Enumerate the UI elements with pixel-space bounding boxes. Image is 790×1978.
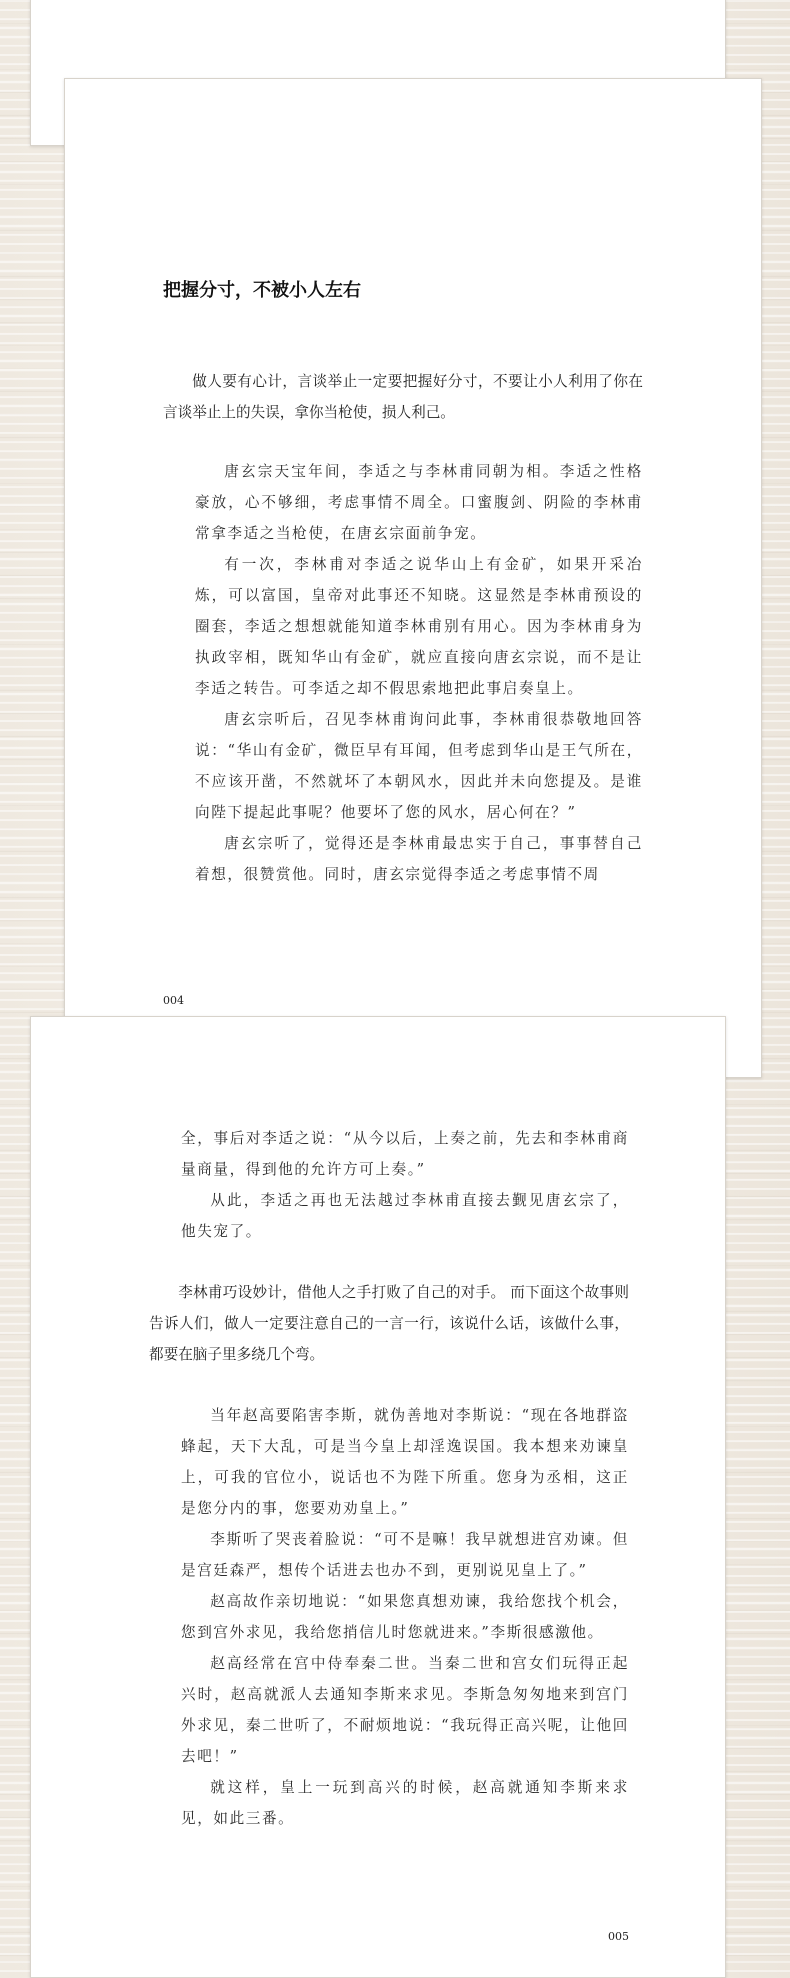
story-continuation [181,1123,629,1247]
story-paragraph: 李斯听了哭丧着脸说：“可不是嘛！我早就想进宫劝谏。但是宫廷森严，想传个话进去也办不到，更别说见皇上了。” [181,1531,629,1579]
story-paragraph: 唐玄宗天宝年间，李适之与李林甫同朝为相。李适之性格豪放，心不够细，考虑事情不周全。口蜜腹剑、阴险的李林甫常拿李适之当枪使，在唐玄宗面前争宠。 [195,463,643,542]
story-paragraph: 当年赵高要陷害李斯，就伪善地对李斯说：“现在各地群盗蜂起，天下大乱，可是当今皇上却淫逸误国。我本想来劝谏皇上，可我的官位小，说话也不为陛下所重。您身为丞相，这正是您分内的事，您要劝劝皇上。” [181,1407,629,1517]
section-title: 把握分寸，不被小人左右 [163,280,361,301]
story-block [195,456,643,890]
story-paragraph: 就这样，皇上一玩到高兴的时候，赵高就通知李斯来求见，如此三番。 [181,1779,629,1827]
story-paragraph: 全，事后对李适之说：“从今以后，上奏之前，先去和李林甫商量商量，得到他的允许方可上奏。” [181,1130,629,1178]
story-paragraph: 有一次，李林甫对李适之说华山上有金矿，如果开采冶炼，可以富国，皇帝对此事还不知晓。这显然是李林甫预设的圈套，李适之想想就能知道李林甫别有用心。因为李林甫身为执政宰相，既知华山有金矿，就应直接向唐玄宗说，而不是让李适之转告。可李适之却不假思索地把此事启奏皇上。 [195,556,643,697]
intro-paragraph: 李林甫巧设妙计，借他人之手打败了自己的对手。 而下面这个故事则告诉人们，做人一定要注意自己的一言一行，该说什么话，该做什么事，都要在脑子里多绕几个弯。 [149,1284,629,1363]
story-paragraph: 从此，李适之再也无法越过李林甫直接去觐见唐玄宗了，他失宠了。 [181,1192,629,1240]
story-block [181,1400,629,1834]
story-paragraph: 唐玄宗听后，召见李林甫询问此事，李林甫很恭敬地回答说：“华山有金矿，微臣早有耳闻，但考虑到华山是王气所在，不应该开凿，不然就坏了本朝风水，因此并未向您提及。是谁向陛下提起此事呢？他要坏了您的风水，居心何在？” [195,711,643,821]
page-number: 005 [608,1930,629,1943]
story-paragraph: 唐玄宗听了，觉得还是李林甫最忠实于自己，事事替自己着想，很赞赏他。同时，唐玄宗觉得李适之考虑事情不周 [195,835,643,883]
story-paragraph: 赵高故作亲切地说：“如果您真想劝谏，我给您找个机会，您到宫外求见，我给您捎信儿时您就进来。”李斯很感激他。 [181,1593,629,1641]
story-paragraph: 赵高经常在宫中侍奉秦二世。当秦二世和宫女们玩得正起兴时，赵高就派人去通知李斯来求见。李斯急匆匆地来到宫门外求见，秦二世听了，不耐烦地说：“我玩得正高兴呢，让他回去吧！” [181,1655,629,1765]
intro-paragraph: 做人要有心计，言谈举止一定要把握好分寸，不要让小人利用了你在言谈举止上的失误，拿你当枪使，损人利己。 [163,373,643,421]
page-number: 004 [163,994,184,1007]
